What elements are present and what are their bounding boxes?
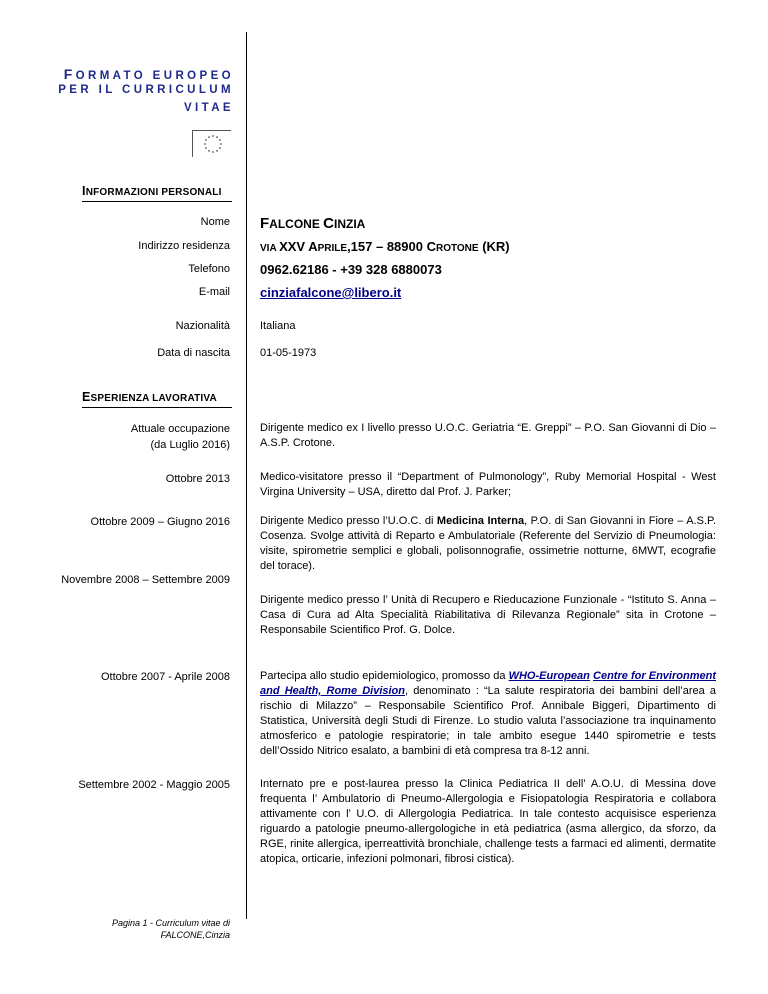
name-value: FALCONE CINZIA (260, 215, 366, 232)
experience-description: Partecipa allo studio epidemiologico, promosso da WHO-European Centre for Environment and Health, Rome Division, denominato : “La salute respiratoria dei bambini dell’area a rischio di Milazzo” – Responsabile Scientifico Prof. Annibale Biggeri, Dipartimento di Statistica, Università degli Studi di Firenze. Lo studio valuta l’associazione tra inquinamento atmosferico e patologie respiratorie; in tale ambito esegue 1440 spirometrie e tests dell’Ossido Nitrico esalato, a bambini di età compresa tra 8-12 anni. (260, 670, 717, 757)
address-label: Indirizzo residenza (138, 240, 230, 252)
experience-description: Internato pre e post-laurea presso la Clinica Pediatrica II dell’ A.O.U. di Messina dove frequenta l’ Ambulatorio di Pneumo-Allergologia e Fisiopatologia Respiratoria e collabora attivamente con l’ U.O. di Allergologia Pediatrica. In tale contesto acquisisce esperienza riguardo a patologie pneumo-allergologiche in età pediatrica (asma allergico, da sforzo, da RGE, rinite allergica, iperreattività bronchiale, challenge tests a farmaci ed alimenti, dermatite atopica, orticarie, infezioni polmonari, fibrosi cistica). (260, 778, 716, 865)
email-link[interactable]: cinziafalcone@libero.it (260, 285, 402, 300)
experience-date: Settembre 2002 - Maggio 2005 (78, 779, 230, 791)
phone-value: 0962.62186 - +39 328 6880073 (260, 262, 442, 277)
experience-date: Attuale occupazione (da Luglio 2016) (130, 423, 230, 451)
experience-date: Novembre 2008 – Settembre 2009 (61, 574, 230, 586)
section-divider (82, 201, 232, 202)
name-label: Nome (200, 216, 230, 228)
who-european-link[interactable]: WHO-European (508, 670, 590, 682)
experience-date: Ottobre 2013 (165, 473, 230, 485)
cv-title-line3: VITAE (183, 102, 234, 114)
cv-title-line2: PER IL CURRICULUM (58, 84, 234, 96)
address-value: VIA XXV APRILE,157 – 88900 CROTONE (KR) (260, 239, 510, 254)
column-divider (246, 32, 247, 919)
experience-description: Dirigente medico presso l’ Unità di Recupero e Rieducazione Funzionale - “Istituto S. Anna – Casa di Cura ad Alta Specialità Riabilitativa di Rilevanza Regionale” sita in Crotone – Responsabile Scientifico Prof. G. Dolce. (260, 594, 716, 636)
experience-description: Dirigente medico ex I livello presso U.O.C. Geriatria “E. Greppi” – P.O. San Giovanni di Dio – A.S.P. Crotone. (260, 422, 716, 449)
cv-title-line1: FORMATO EUROPEO (63, 66, 234, 82)
experience-date: Ottobre 2009 – Giugno 2016 (90, 516, 230, 528)
section-work-experience: ESPERIENZA LAVORATIVA (82, 390, 217, 404)
email-label: E-mail (198, 286, 230, 298)
section-divider (82, 407, 232, 408)
birth-date-label: Data di nascita (157, 347, 230, 359)
birth-date-value: 01-05-1973 (260, 347, 317, 359)
experience-date: Ottobre 2007 - Aprile 2008 (100, 671, 230, 683)
page-footer: Pagina 1 - Curriculum vitae di FALCONE,Cinzia (111, 918, 230, 940)
experience-description: Dirigente Medico presso l’U.O.C. di Medicina Interna, P.O. di San Giovanni in Fiore – A.S.P. Cosenza. Svolge attività di Reparto e Ambulatoriale (Referente del Servizio di Pneumologia: visite, spirometrie semplici e globali, polisonnografie, ossimetrie notturne, 6MWT, ecografie del torace). (260, 515, 716, 572)
who-centre-link[interactable]: Centre for Environment and Health, Rome Division (260, 670, 716, 697)
experience-description: Medico-visitatore presso il “Department of Pulmonology”, Ruby Memorial Hospital - West Virgina University – USA, diretto dal Prof. J. Parker; (260, 471, 716, 498)
nationality-label: Nazionalità (175, 320, 230, 332)
section-personal-info: INFORMAZIONI PERSONALI (82, 184, 222, 198)
eu-flag-icon (192, 130, 231, 157)
nationality-value: Italiana (260, 320, 296, 332)
phone-label: Telefono (188, 263, 230, 275)
